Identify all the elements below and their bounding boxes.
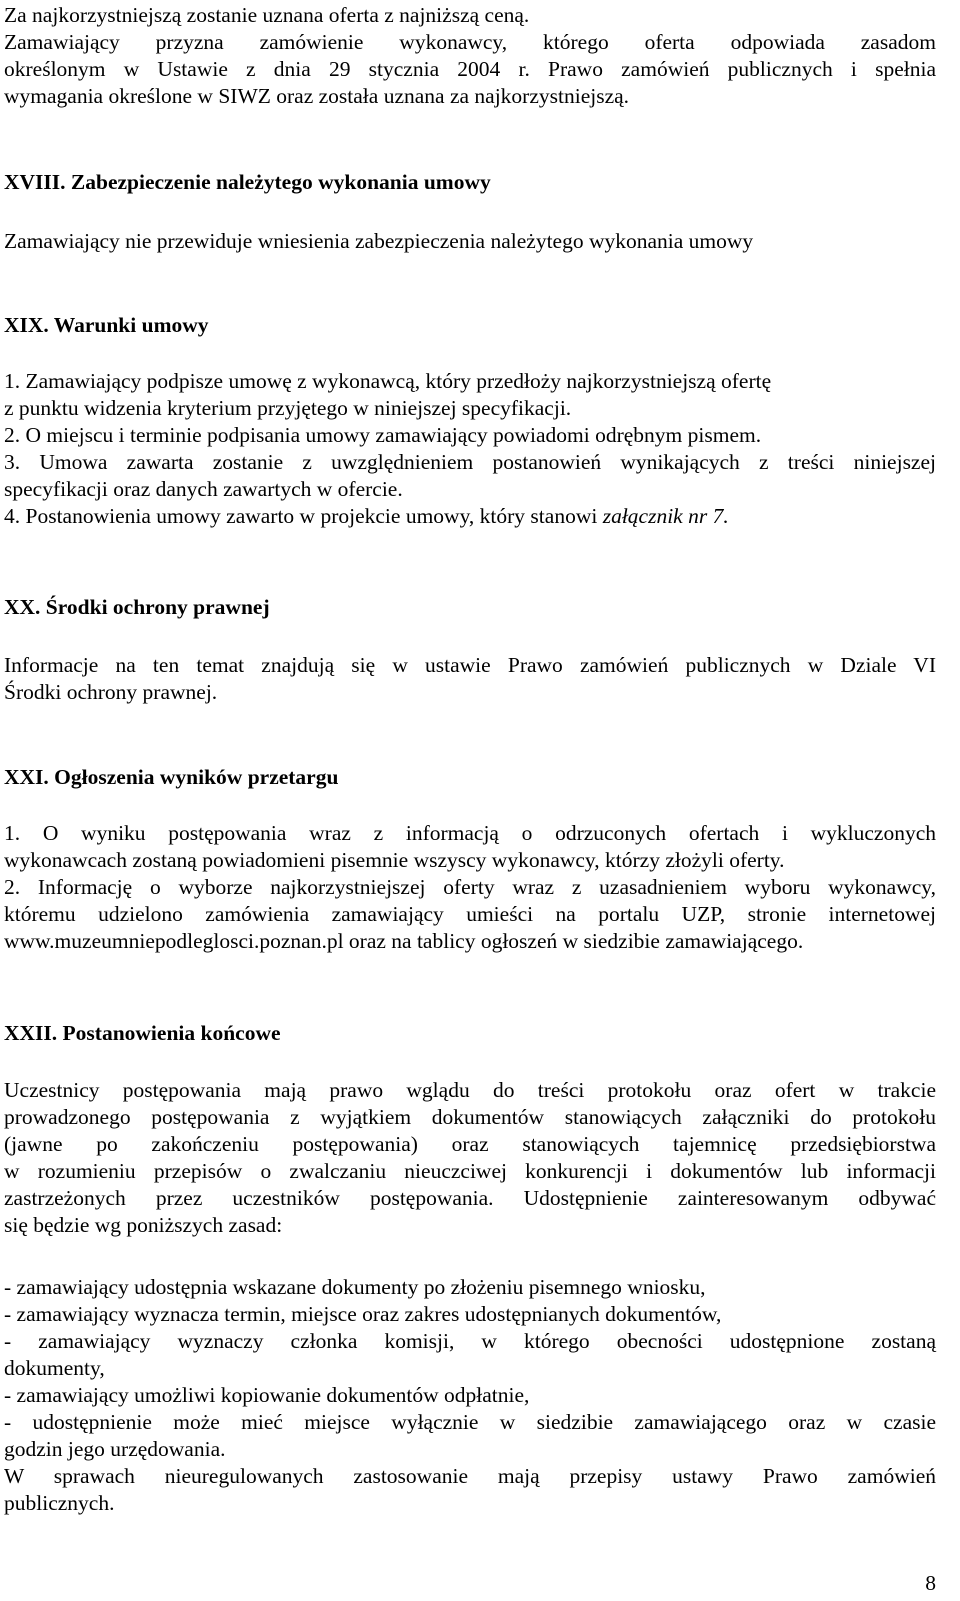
- section-22-line-1: Uczestnicy postępowania mają prawo wglądu do treści protokołu oraz ofert w trakcie: [4, 1078, 936, 1102]
- section-18-text: [4, 228, 936, 255]
- bullet-2: - zamawiający wyznacza termin, miejsce oraz zakres udostępnianych dokumentów,: [4, 1302, 722, 1326]
- section-22-heading: XXII. Postanowienia końcowe: [4, 1021, 281, 1045]
- section-19-item-1-line-1: 1. Zamawiający podpisze umowę z wykonawcą, który przedłoży najkorzystniejszą ofertę: [4, 369, 772, 393]
- section-18-heading: XVIII. Zabezpieczenie należytego wykonania umowy: [4, 170, 491, 194]
- section-19-list: [4, 368, 936, 530]
- intro-line-2: Zamawiający przyzna zamówienie wykonawcy, którego oferta odpowiada zasadom: [4, 30, 936, 54]
- section-20-heading: XX. Środki ochrony prawnej: [4, 595, 270, 619]
- section-21-item-2-line-3: www.muzeumniepodleglosci.poznan.pl oraz na tablicy ogłoszeń w siedzibie zamawiającego.: [4, 929, 804, 953]
- section-18-line: Zamawiający nie przewiduje wniesienia zabezpieczenia należytego wykonania umowy: [4, 229, 754, 253]
- final-line-1: W sprawach nieuregulowanych zastosowanie mają przepisy ustawy Prawo zamówień: [4, 1464, 936, 1488]
- final-line-2: publicznych.: [4, 1491, 115, 1515]
- section-21-item-2-line-1: 2. Informację o wyborze najkorzystniejszej oferty wraz z uzasadnieniem wyboru wykonawcy,: [4, 875, 936, 899]
- section-19-item-4-text: 4. Postanowienia umowy zawarto w projekcie umowy, który stanowi: [4, 504, 603, 528]
- bullet-4: - zamawiający umożliwi kopiowanie dokumentów odpłatnie,: [4, 1383, 530, 1407]
- section-20-line-1: Informacje na ten temat znajdują się w ustawie Prawo zamówień publicznych w Dziale VI: [4, 653, 936, 677]
- section-22-paragraph: [4, 1077, 936, 1239]
- section-21-heading: XXI. Ogłoszenia wyników przetargu: [4, 765, 339, 789]
- section-19-item-3-line-2: specyfikacji oraz danych zawartych w ofercie.: [4, 477, 403, 501]
- bullet-3-line-1: - zamawiający wyznaczy członka komisji, w którego obecności udostępnione zostaną: [4, 1329, 936, 1353]
- section-19-heading: XIX. Warunki umowy: [4, 313, 209, 337]
- section-22-line-5: zastrzeżonych przez uczestników postępowania. Udostępnienie zainteresowanym odbywać: [4, 1186, 936, 1210]
- section-19-item-4: [4, 503, 936, 530]
- section-21-item-1-line-2: wykonawcach zostaną powiadomieni pisemnie wszyscy wykonawcy, którzy złożyli oferty.: [4, 848, 785, 872]
- section-21-list: [4, 820, 936, 955]
- intro-line-4: wymagania określone w SIWZ oraz została uznana za najkorzystniejszą.: [4, 84, 630, 108]
- section-20-line-2: Środki ochrony prawnej.: [4, 680, 218, 704]
- section-22-line-6: się będzie wg poniższych zasad:: [4, 1213, 283, 1237]
- intro-line-3: określonym w Ustawie z dnia 29 stycznia 2004 r. Prawo zamówień publicznych i spełnia: [4, 57, 936, 81]
- bullet-1: - zamawiający udostępnia wskazane dokumenty po złożeniu pisemnego wniosku,: [4, 1275, 706, 1299]
- intro-line-1: Za najkorzystniejszą zostanie uznana oferta z najniższą ceną.: [4, 3, 530, 27]
- section-22-bullets: [4, 1274, 936, 1517]
- page-number: 8: [925, 1571, 936, 1595]
- bullet-3-line-2: dokumenty,: [4, 1356, 105, 1380]
- section-19-item-2: 2. O miejscu i terminie podpisania umowy zamawiający powiadomi odrębnym pismem.: [4, 423, 762, 447]
- bullet-5-line-2: godzin jego urzędowania.: [4, 1437, 226, 1461]
- intro-paragraph: [4, 2, 936, 110]
- section-22-line-3: (jawne po zakończeniu postępowania) oraz stanowiących tajemnicę przedsiębiorstwa: [4, 1132, 936, 1156]
- bullet-5-line-1: - udostępnienie może mieć miejsce wyłącznie w siedzibie zamawiającego oraz w czasie: [4, 1410, 936, 1434]
- section-19-item-4-attachment: załącznik nr 7.: [602, 504, 729, 528]
- section-19-item-1-line-2: z punktu widzenia kryterium przyjętego w niniejszej specyfikacji.: [4, 396, 572, 420]
- section-22-line-2: prowadzonego postępowania z wyjątkiem dokumentów stanowiących załączniki do protokołu: [4, 1105, 936, 1129]
- section-19-item-3-line-1: 3. Umowa zawarta zostanie z uwzględnieniem postanowień wynikających z treści niniejszej: [4, 450, 936, 474]
- section-22-line-4: w rozumieniu przepisów o zwalczaniu nieuczciwej konkurencji i dokumentów lub informacji: [4, 1159, 936, 1183]
- section-21-item-1-line-1: 1. O wyniku postępowania wraz z informacją o odrzuconych ofertach i wykluczonych: [4, 821, 936, 845]
- section-20-paragraph: [4, 652, 936, 706]
- section-21-item-2-line-2: któremu udzielono zamówienia zamawiający umieści na portalu UZP, stronie internetowej: [4, 902, 936, 926]
